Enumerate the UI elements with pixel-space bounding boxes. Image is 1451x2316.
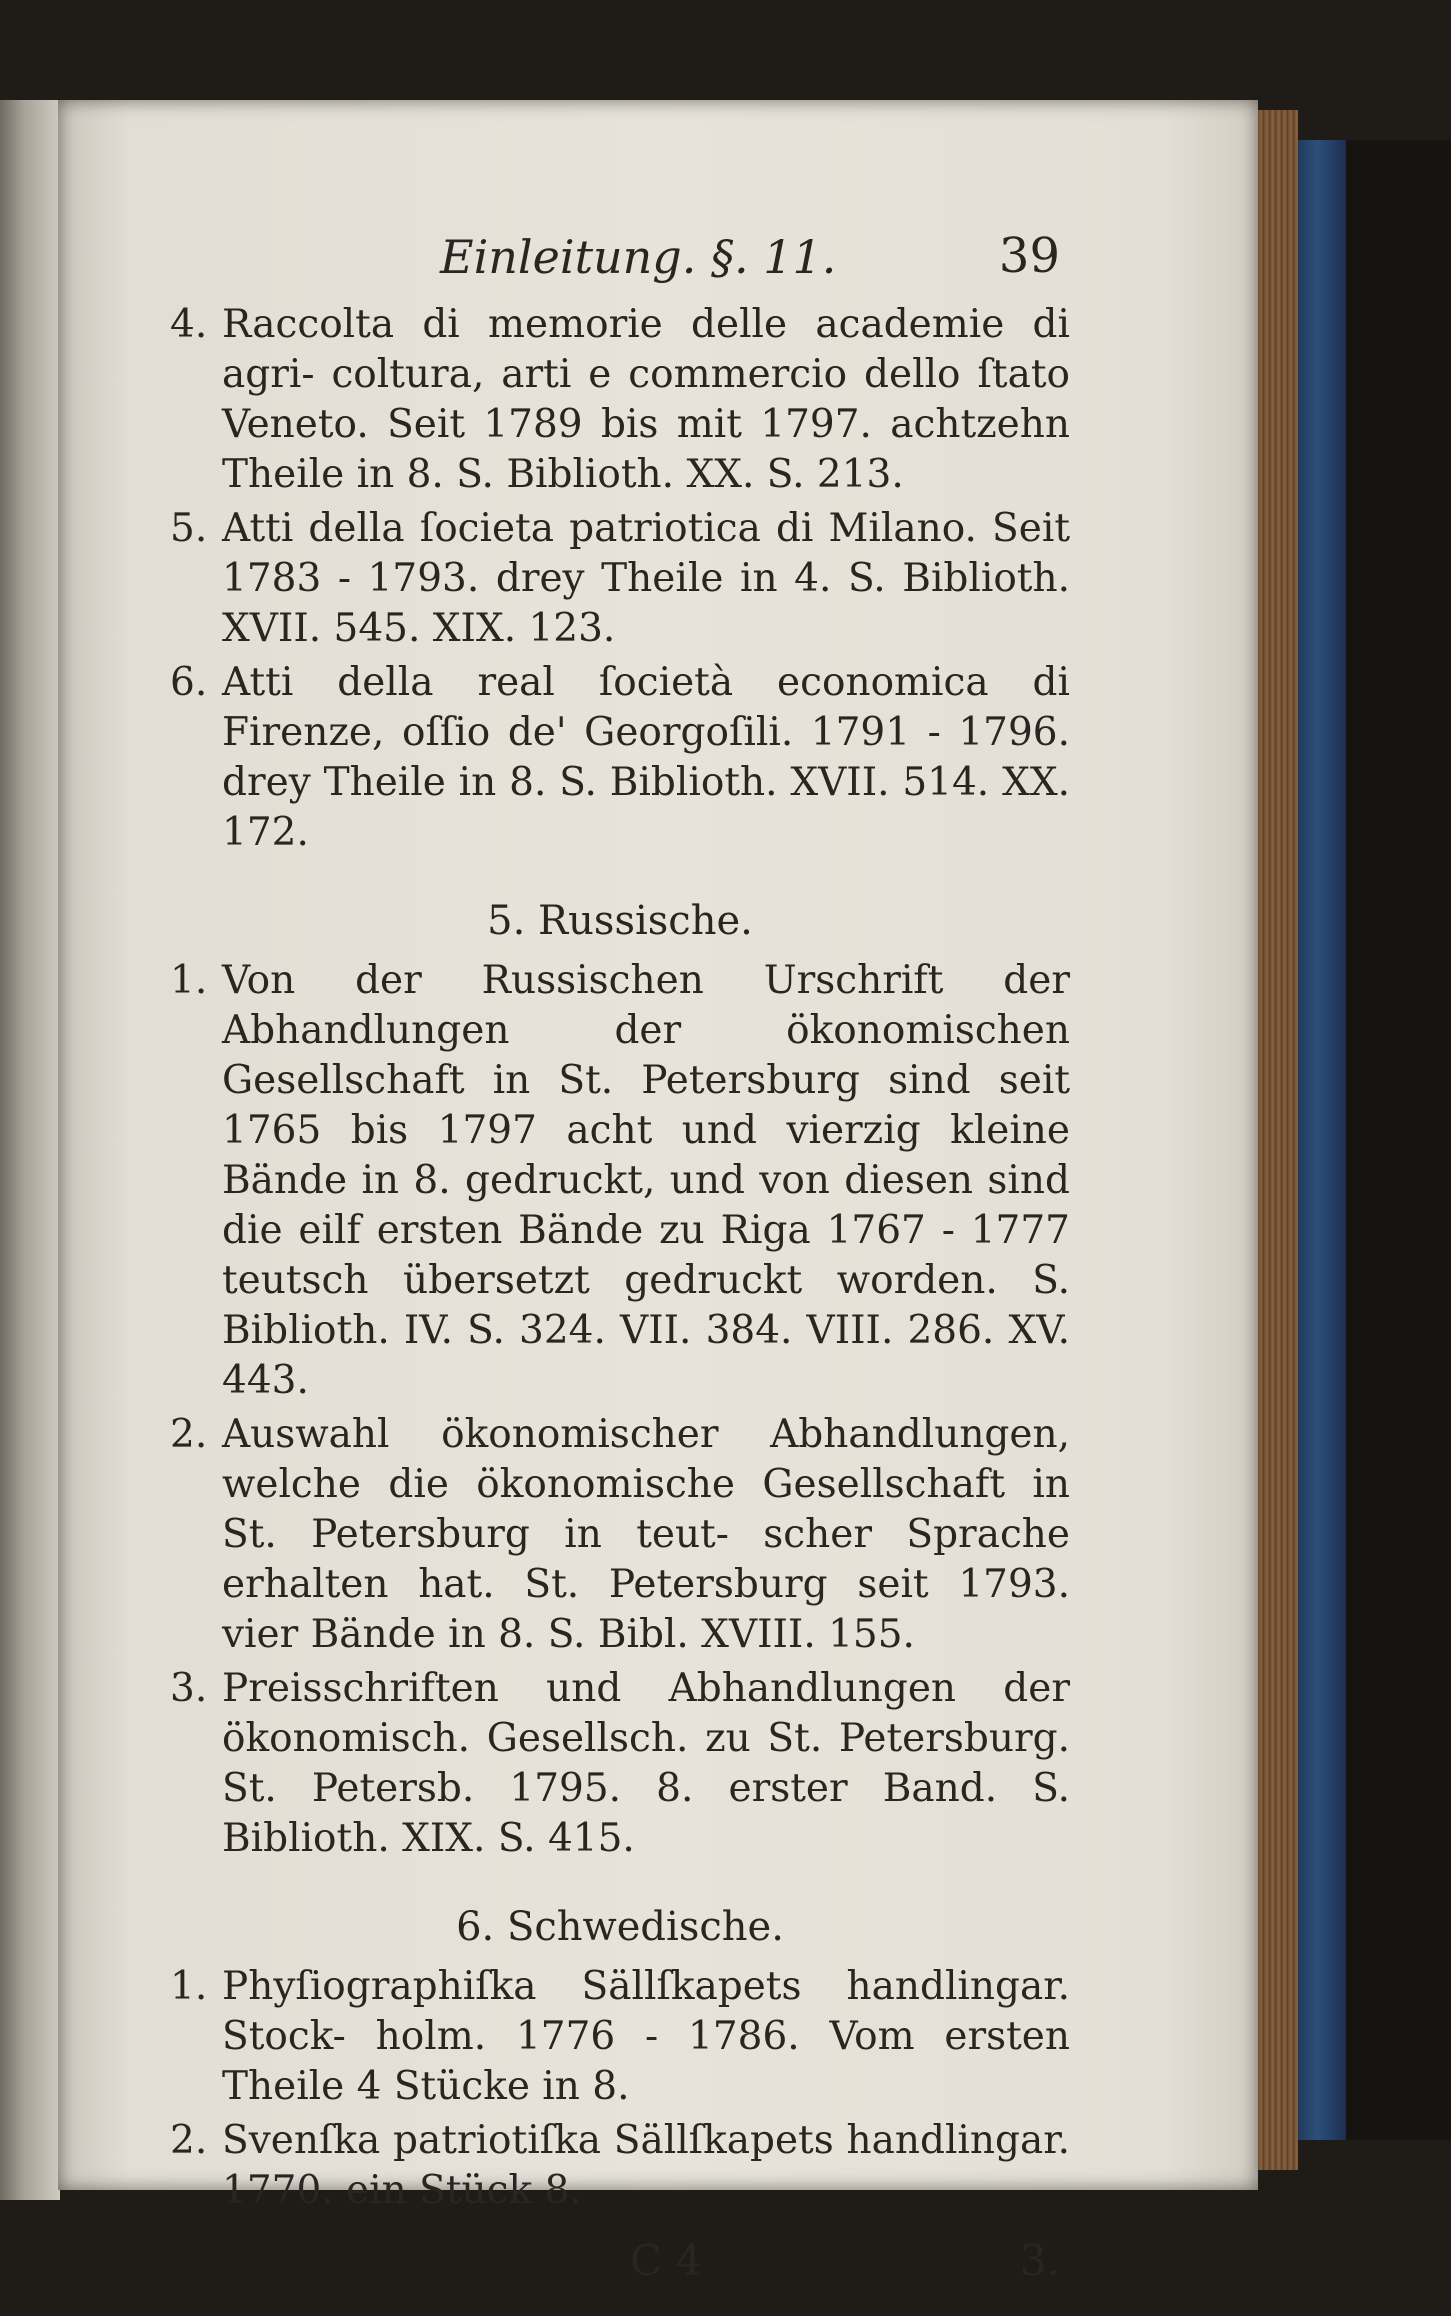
list-item <box>170 2116 1070 2216</box>
running-header <box>170 210 1070 300</box>
list-item <box>170 1962 1070 2112</box>
entries-russian <box>170 956 1070 1864</box>
page-edges <box>1258 110 1298 2170</box>
page-content <box>170 210 1070 2316</box>
background-shadow <box>1346 140 1451 2140</box>
entry-text: Raccolta di memorie delle academie di agri- coltura, arti e commercio dello ſtato Veneto. Seit 1789 bis mit 1797. achtzehn Theile in 8. S. Biblioth. XX. S. 213. <box>222 302 1070 497</box>
entry-text: Phyſiographiſka Sällſkapets handlingar. Stock- holm. 1776 - 1786. Vom ersten Theile 4 Stücke in 8. <box>222 1964 1070 2109</box>
page-number: 39 <box>998 228 1060 284</box>
entries-italian <box>170 300 1070 858</box>
section-heading-swedish: 6. Schwedische. <box>456 1904 784 1950</box>
entry-text: Svenſka patriotiſka Sällſkapets handlingar. 1770. ein Stück 8. <box>222 2118 1070 2213</box>
entry-number: 2. <box>170 1412 208 1457</box>
entry-text: Auswahl ökonomischer Abhandlungen, welche die ökonomische Gesellschaft in St. Petersburg in teut- scher Sprache erhalten hat. St. Petersburg seit 1793. vier Bände in 8. S. Bibl. XVIII. 155. <box>222 1412 1070 1657</box>
page-footer <box>170 2236 1070 2316</box>
list-item <box>170 300 1070 500</box>
entry-number: 2. <box>170 2118 208 2163</box>
entry-number: 5. <box>170 506 208 551</box>
entry-text: Atti della ſocieta patriotica di Milano. Seit 1783 - 1793. drey Theile in 4. S. Biblioth. XVII. 545. XIX. 123. <box>222 506 1070 651</box>
signature-mark: C 4 <box>630 2236 703 2285</box>
entry-number: 6. <box>170 660 208 705</box>
entry-number: 3. <box>170 1666 208 1711</box>
list-item <box>170 956 1070 1406</box>
entries-swedish <box>170 1962 1070 2216</box>
list-item <box>170 658 1070 858</box>
list-item <box>170 504 1070 654</box>
entry-text: Atti della real ſocietà economica di Firenze, oſſio de' Georgoſili. 1791 - 1796. drey Theile in 8. S. Biblioth. XVII. 514. XX. 172. <box>222 660 1070 855</box>
catchword: 3. <box>1019 2236 1060 2285</box>
list-item <box>170 1410 1070 1660</box>
entry-text: Von der Russischen Urschrift der Abhandlungen der ökonomischen Gesellschaft in St. Petersburg sind seit 1765 bis 1797 acht und vierzig kleine Bände in 8. gedruckt, und von diesen sind die eilf ersten Bände zu Riga 1767 - 1777 teutsch übersetzt gedruckt worden. S. Biblioth. IV. S. 324. VII. 384. VIII. 286. XV. 443. <box>222 958 1070 1403</box>
section-heading-russian: 5. Russische. <box>487 898 753 944</box>
book-cover <box>1298 140 1346 2140</box>
list-item <box>170 1664 1070 1864</box>
left-page-edge <box>0 100 60 2200</box>
entry-number: 1. <box>170 958 208 1003</box>
entry-text: Preisschriften und Abhandlungen der ökonomisch. Gesellsch. zu St. Petersburg. St. Petersb. 1795. 8. erster Band. S. Biblioth. XIX. S. 415. <box>222 1666 1070 1861</box>
entry-number: 1. <box>170 1964 208 2009</box>
entry-number: 4. <box>170 302 208 347</box>
header-title: Einleitung. §. 11. <box>440 230 837 284</box>
